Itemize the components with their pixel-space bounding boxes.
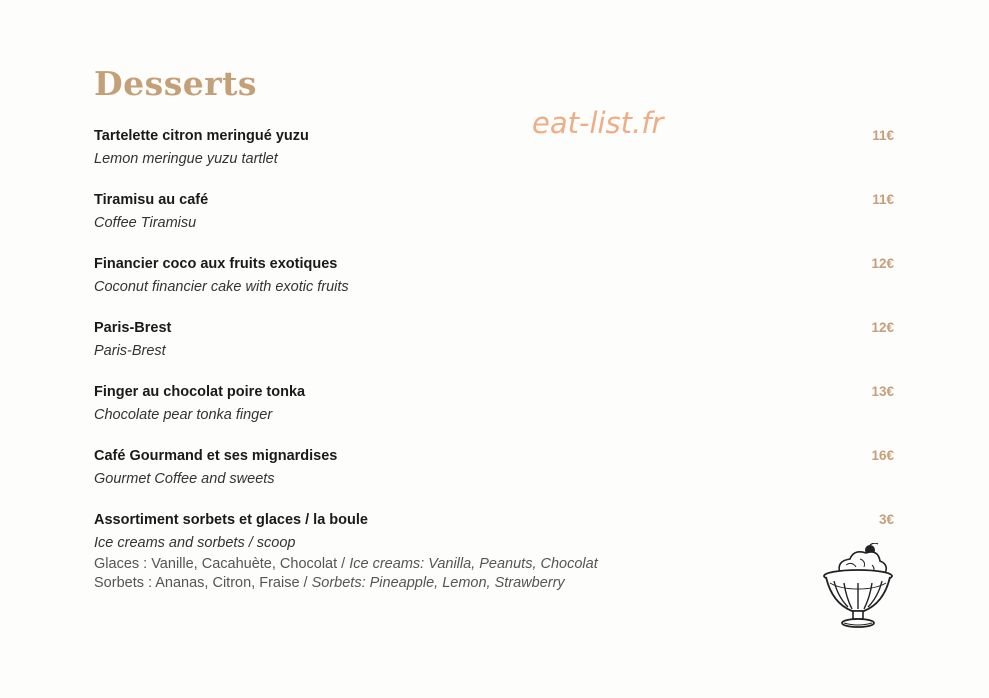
item-price: 11€ [872,192,894,207]
item-name: Café Gourmand et ses mignardises [94,448,338,464]
item-name: Paris-Brest [94,320,172,336]
menu-item [94,382,894,425]
item-price: 3€ [878,512,894,527]
item-english: Coffee Tiramisu [94,215,197,231]
item-price: 13€ [871,384,894,399]
flavors-ice-cream-fr: Glaces : Vanille, Cacahuète, Chocolat / [94,556,350,572]
item-name: Tiramisu au café [94,192,209,208]
item-price: 12€ [871,320,894,335]
item-price: 16€ [871,448,894,463]
menu-item [94,318,894,361]
item-english: Lemon meringue yuzu tartlet [94,151,278,167]
item-price: 12€ [871,256,894,271]
flavors-sorbets-fr: Sorbets : Ananas, Citron, Fraise / [94,575,312,591]
flavors-sorbets [94,574,894,593]
menu-item [94,510,894,593]
flavors-sorbets-en: Sorbets: Pineapple, Lemon, Strawberry [311,575,565,591]
item-english: Chocolate pear tonka finger [94,407,273,423]
page-title: Desserts [94,64,257,103]
item-english: Coconut financier cake with exotic fruits [94,279,349,295]
item-name: Financier coco aux fruits exotiques [94,256,338,272]
item-name: Assortiment sorbets et glaces / la boule [94,512,368,528]
ice-cream-sundae-icon [820,543,896,631]
item-english: Paris-Brest [94,343,166,359]
menu-item [94,126,894,169]
flavors-ice-cream [94,555,894,574]
watermark: eat-list.fr [532,106,664,140]
item-name: Finger au chocolat poire tonka [94,384,306,400]
menu-item [94,254,894,297]
item-price: 11€ [872,128,894,143]
menu-item [94,190,894,233]
item-name: Tartelette citron meringué yuzu [94,128,309,144]
item-english: Gourmet Coffee and sweets [94,471,275,487]
item-english: Ice creams and sorbets / scoop [94,535,296,551]
menu-item [94,446,894,489]
flavors-ice-cream-en: Ice creams: Vanilla, Peanuts, Chocolat [349,556,598,572]
